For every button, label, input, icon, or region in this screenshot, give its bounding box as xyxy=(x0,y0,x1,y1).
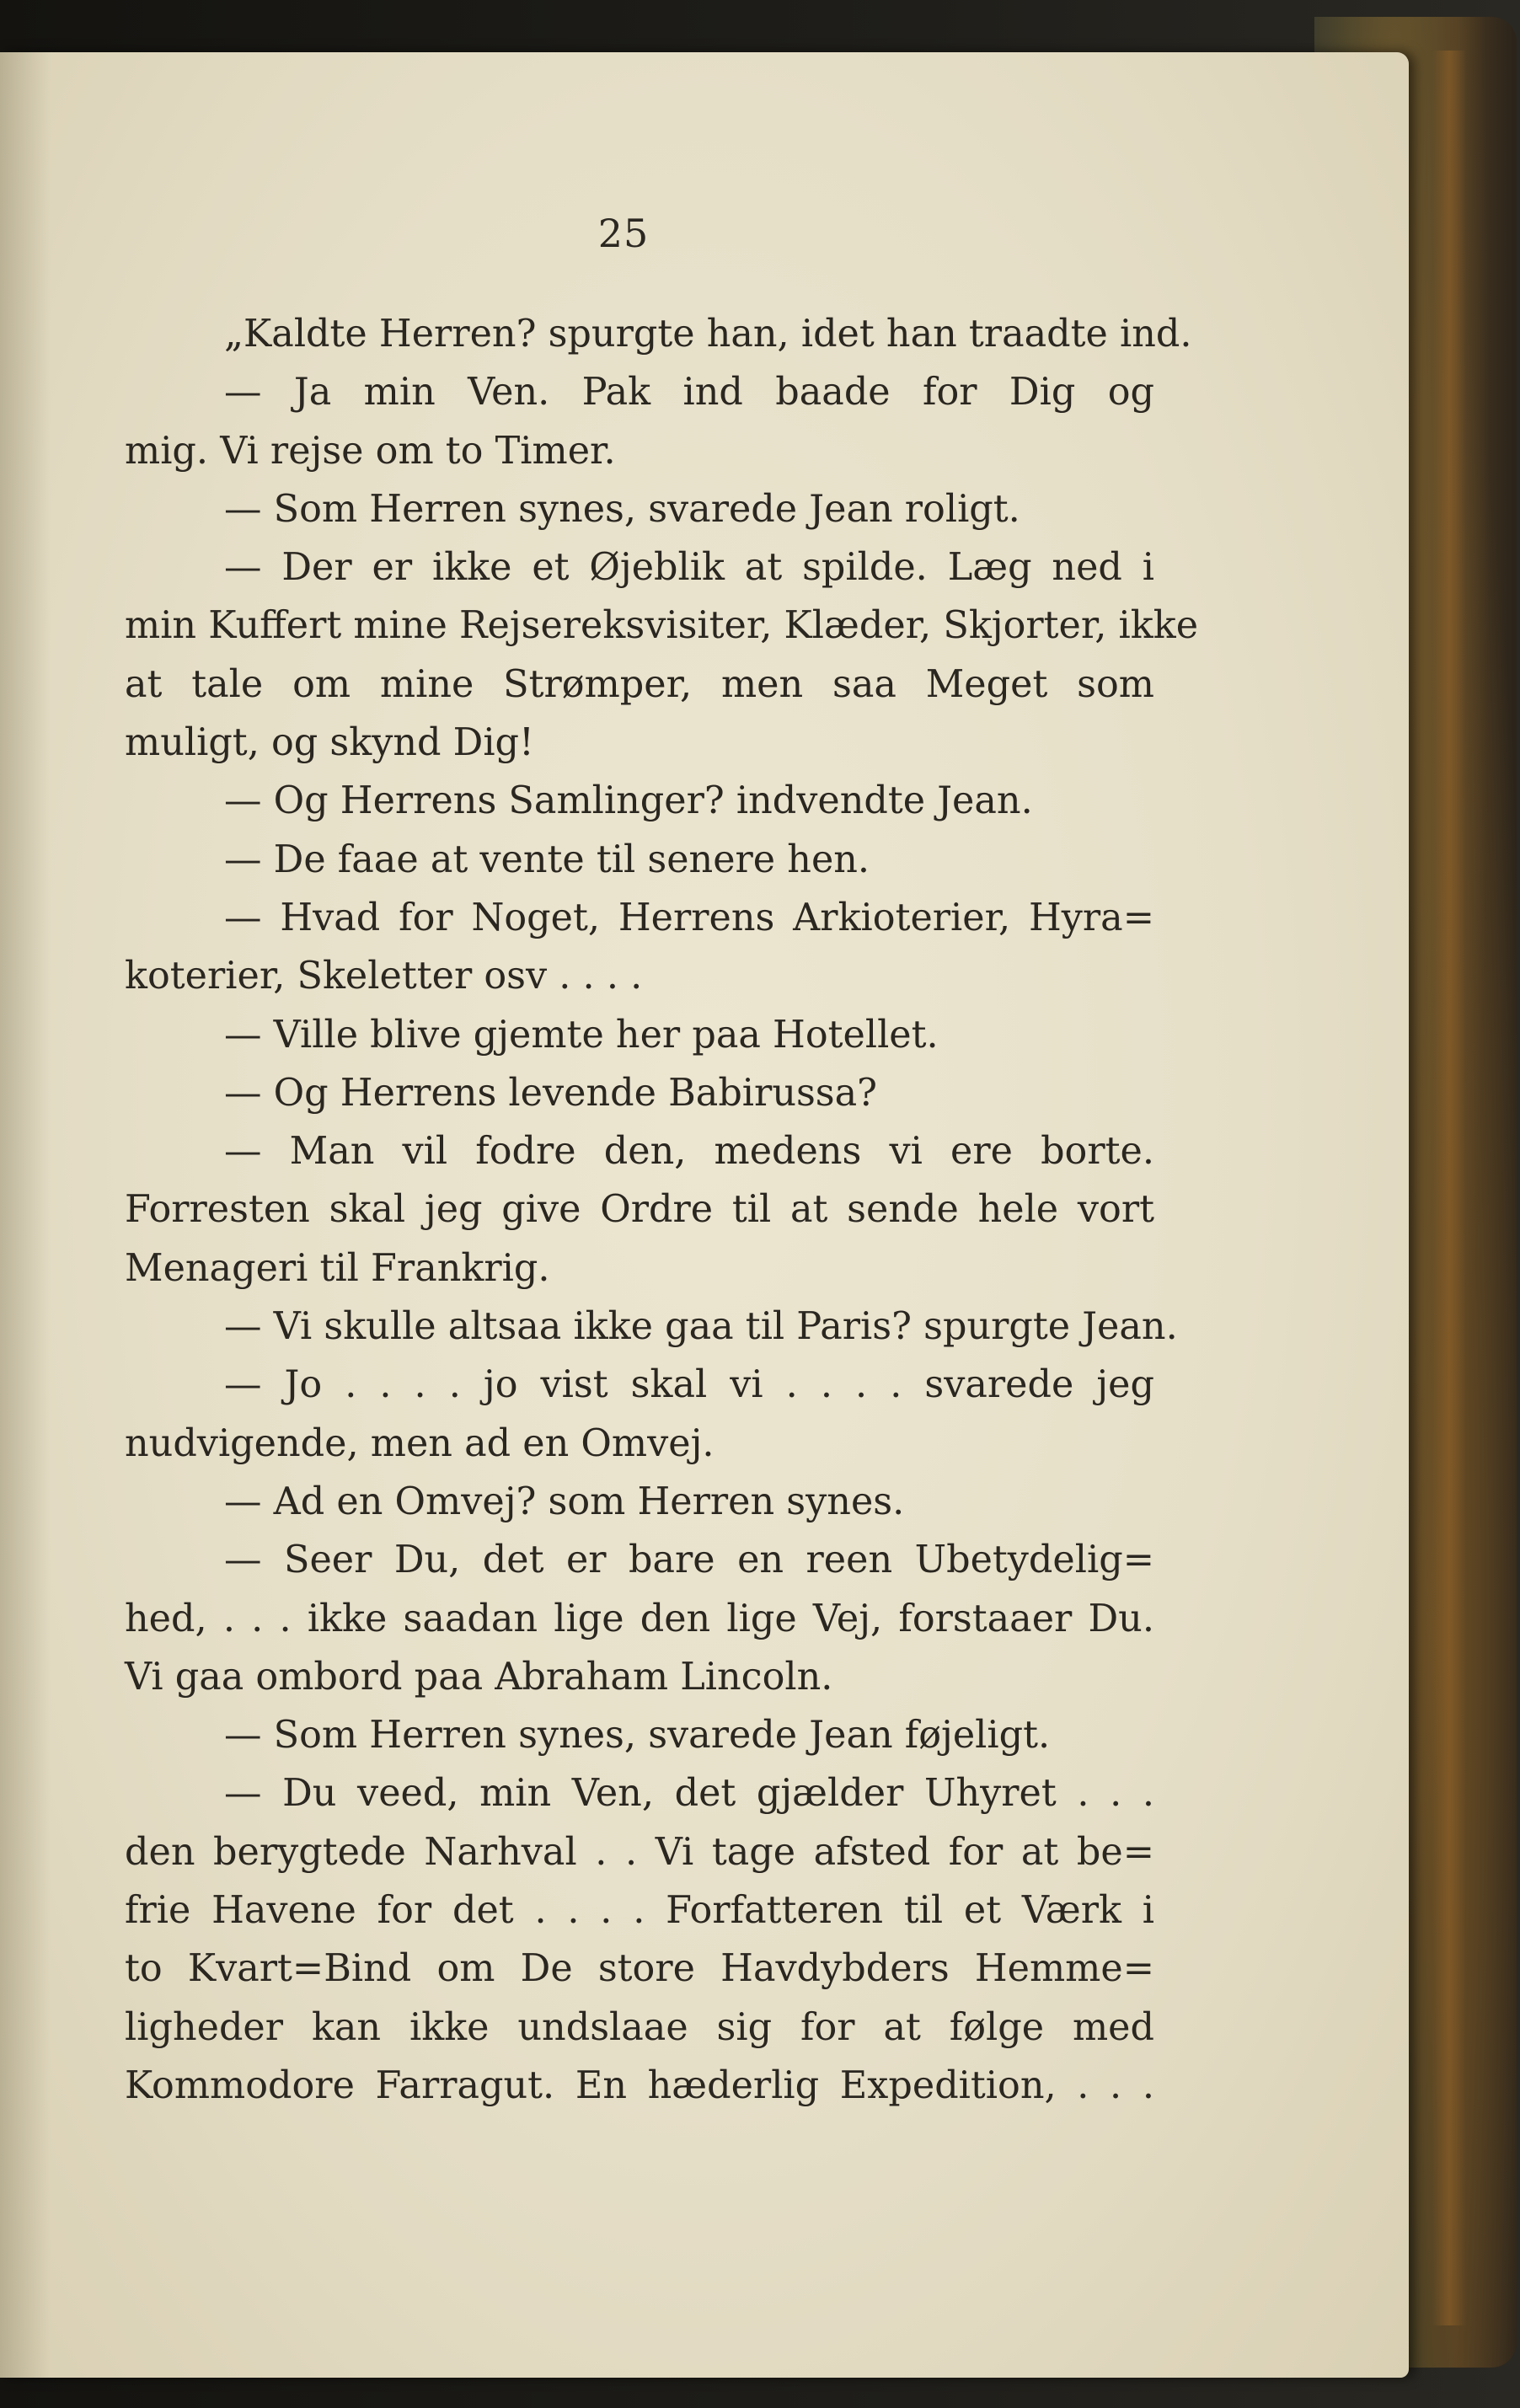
text-line: nudvigende, men ad en Omvej. xyxy=(125,1421,715,1465)
text-line: den berygtede Narhval . . Vi tage afsted for at be= xyxy=(125,1830,1154,1874)
text-line: — Ja min Ven. Pak ind baade for Dig og xyxy=(224,371,1154,415)
text-line: mig. Vi rejse om to Timer. xyxy=(125,429,616,473)
text-line: — Ad en Omvej? som Herren synes. xyxy=(224,1480,905,1523)
text-line: — Og Herrens levende Babirussa? xyxy=(224,1071,878,1115)
page-body-text xyxy=(125,305,1199,2115)
text-line: hed, . . . ikke saadan lige den lige Vej, forstaaer Du. xyxy=(125,1597,1154,1640)
text-line: — De faae at vente til senere hen. xyxy=(224,837,870,881)
text-line: min Kuffert mine Rejsereksvisiter, Klæder, Skjorter, ikke xyxy=(125,604,1199,648)
text-line: — Hvad for Noget, Herrens Arkioterier, Hyra= xyxy=(224,896,1154,939)
text-line: Menageri til Frankrig. xyxy=(125,1246,550,1290)
book-page xyxy=(0,52,1409,2378)
text-line: — Som Herren synes, svarede Jean føjeligt. xyxy=(224,1714,1051,1758)
page-number: 25 xyxy=(597,211,650,256)
text-line: to Kvart=Bind om De store Havdybders Hemme= xyxy=(125,1947,1154,1991)
text-line: — Man vil fodre den, medens vi ere borte. xyxy=(224,1130,1154,1174)
text-line: — Vi skulle altsaa ikke gaa til Paris? spurgte Jean. xyxy=(224,1305,1178,1349)
text-line: Kommodore Farragut. En hæderlig Expedition, . . . xyxy=(125,2063,1154,2107)
text-line: — Seer Du, det er bare en reen Ubetydelig= xyxy=(224,1538,1154,1582)
text-line: koterier, Skeletter osv . . . . xyxy=(125,955,643,998)
text-line: — Du veed, min Ven, det gjælder Uhyret . . . xyxy=(224,1772,1154,1816)
text-line: — Ville blive gjemte her paa Hotellet. xyxy=(224,1013,939,1057)
text-line: Forresten skal jeg give Ordre til at sende hele vort xyxy=(125,1188,1154,1232)
text-line: — Og Herrens Samlinger? indvendte Jean. xyxy=(224,779,1033,823)
text-line: Vi gaa ombord paa Abraham Lincoln. xyxy=(125,1655,833,1699)
text-line: ligheder kan ikke undslaae sig for at følge med xyxy=(125,2005,1154,2049)
text-line: „Kaldte Herren? spurgte han, idet han traadte ind. xyxy=(224,313,1192,356)
text-line: — Jo . . . . jo vist skal vi . . . . svarede jeg xyxy=(224,1363,1154,1407)
text-line: muligt, og skynd Dig! xyxy=(125,721,534,765)
text-line: at tale om mine Strømper, men saa Meget som xyxy=(125,662,1154,706)
page-gutter-shadow xyxy=(0,52,51,2378)
text-line: — Der er ikke et Øjeblik at spilde. Læg ned i xyxy=(224,546,1154,590)
book-cover-wear xyxy=(1432,51,1466,2325)
text-line: — Som Herren synes, svarede Jean roligt. xyxy=(224,487,1020,531)
text-line: frie Havene for det . . . . Forfatteren til et Værk i xyxy=(125,1889,1154,1933)
